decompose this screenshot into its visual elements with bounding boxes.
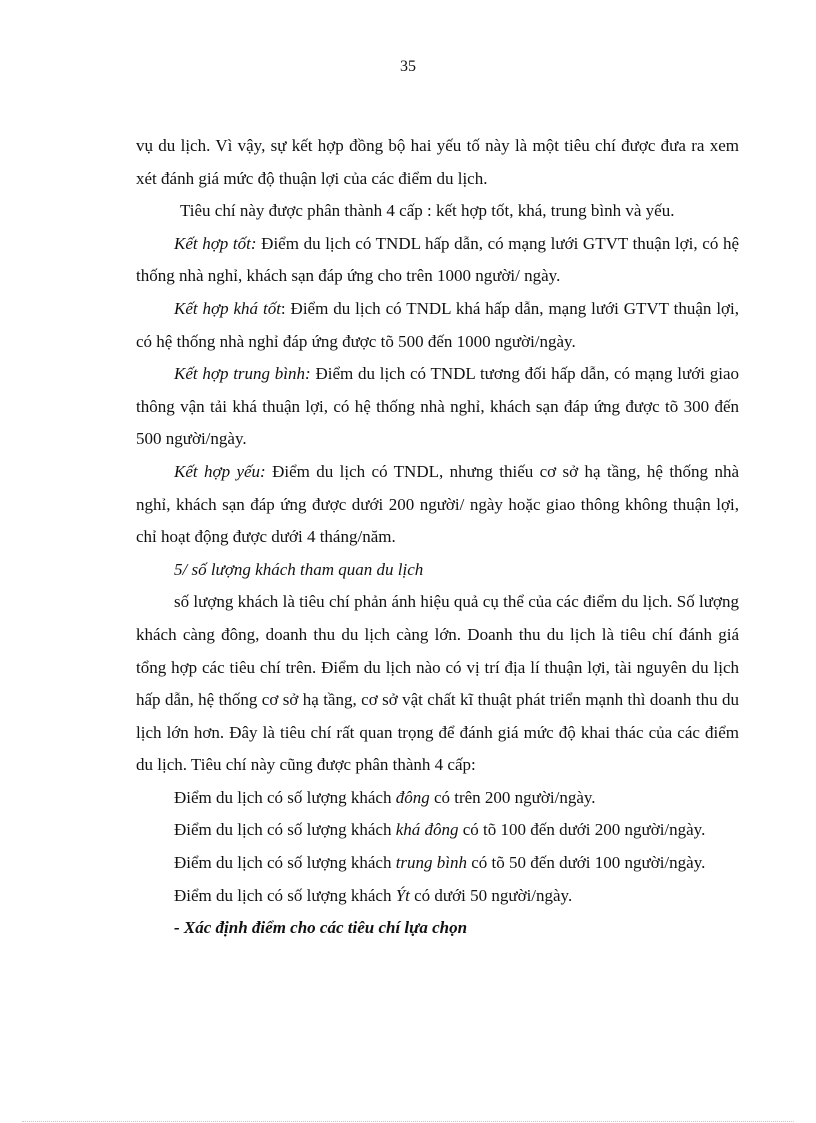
term-label: Kết hợp khá tốt <box>174 298 281 318</box>
item-text: Điểm du lịch có số lượng khách <box>174 885 396 905</box>
paragraph-fairly-good-combination <box>136 293 739 358</box>
paragraph-intro: vụ du lịch. Vì vậy, sự kết hợp đồng bộ hai yếu tố này là một tiêu chí được đưa ra xem xét đánh giá mức độ thuận lợi của các điểm du lịch. <box>136 136 739 188</box>
list-item-fairly-crowded <box>136 814 739 847</box>
item-text: Điểm du lịch có số lượng khách <box>174 820 396 840</box>
term-text: Điểm du lịch có TNDL hấp dẫn, có mạng lưới GTVT thuận lợi, có hệ thống nhà nghỉ, khách sạn đáp ứng cho trên 1000 người/ ngày. <box>136 233 739 286</box>
item-text: Điểm du lịch có số lượng khách <box>174 853 396 873</box>
item-text: Điểm du lịch có số lượng khách <box>174 787 396 807</box>
list-item-average <box>136 847 739 880</box>
term-label: Kết hợp yếu: <box>174 461 266 481</box>
section-heading-visitors: 5/ số lượng khách tham quan du lịch <box>174 559 424 579</box>
list-item-crowded <box>136 782 739 815</box>
item-text: có dưới 50 người/ngày. <box>409 885 573 905</box>
paragraph-good-combination <box>136 228 739 293</box>
paragraph-visitor-count: số lượng khách là tiêu chí phản ánh hiệu quả cụ thể của các điểm du lịch. Số lượng khách càng đông, doanh thu du lịch càng lớn. Doanh thu du lịch là tiêu chí đánh giá tổng hợp các tiêu chí trên. Điểm du lịch nào có vị trí địa lí thuận lợi, tài nguyên du lịch hấp dẫn, hệ thống cơ sở hạ tầng, cơ sở vật chất kĩ thuật phát triển mạnh thì doanh thu du lịch lớn hơn. Đây là tiêu chí rất quan trọng để đánh giá mức độ khai thác của các điểm du lịch. Tiêu chí này cũng được phân thành 4 cấp: <box>136 592 739 775</box>
term-text: : Điểm du lịch có TNDL khá hấp dẫn, mạng lưới GTVT thuận lợi, có hệ thống nhà nghỉ đáp ứng được tõ 500 đến 1000 người/ngày. <box>136 298 740 351</box>
item-emphasis: trung bình <box>395 853 468 873</box>
term-label: Kết hợp trung bình: <box>174 364 311 384</box>
term-label: Kết hợp tốt: <box>174 233 257 253</box>
section-heading-scoring: - Xác định điểm cho các tiêu chí lựa chọn <box>174 918 468 938</box>
item-text: có tõ 50 đến dưới 100 người/ngày. <box>467 853 706 873</box>
item-emphasis: khá đông <box>395 820 459 840</box>
paragraph-weak-combination <box>136 456 739 554</box>
item-emphasis: đông <box>395 787 430 807</box>
item-text: có trên 200 người/ngày. <box>429 787 596 807</box>
document-body <box>136 130 739 945</box>
paragraph-criteria-levels: Tiêu chí này được phân thành 4 cấp : kết hợp tốt, khá, trung bình và yếu. <box>180 201 675 221</box>
list-item-few <box>136 880 739 913</box>
term-text: Điểm du lịch có TNDL tương đối hấp dẫn, có mạng lưới giao thông vận tải khá thuận lợi, có hệ thống nhà nghỉ, khách sạn đáp ứng được tõ 300 đến 500 người/ngày. <box>136 364 739 449</box>
item-emphasis: Ýt <box>395 885 410 905</box>
paragraph-average-combination <box>136 358 739 456</box>
page-number: 35 <box>400 58 416 75</box>
term-text: Điểm du lịch có TNDL, nhưng thiếu cơ sở hạ tầng, hệ thống nhà nghỉ, khách sạn đáp ứng được dưới 200 người/ ngày hoặc giao thông không thuận lợi, chỉ hoạt động được dưới 4 tháng/năm. <box>136 461 739 547</box>
item-text: có tõ 100 đến dưới 200 người/ngày. <box>458 820 706 840</box>
page-bottom-rule <box>22 1121 794 1122</box>
